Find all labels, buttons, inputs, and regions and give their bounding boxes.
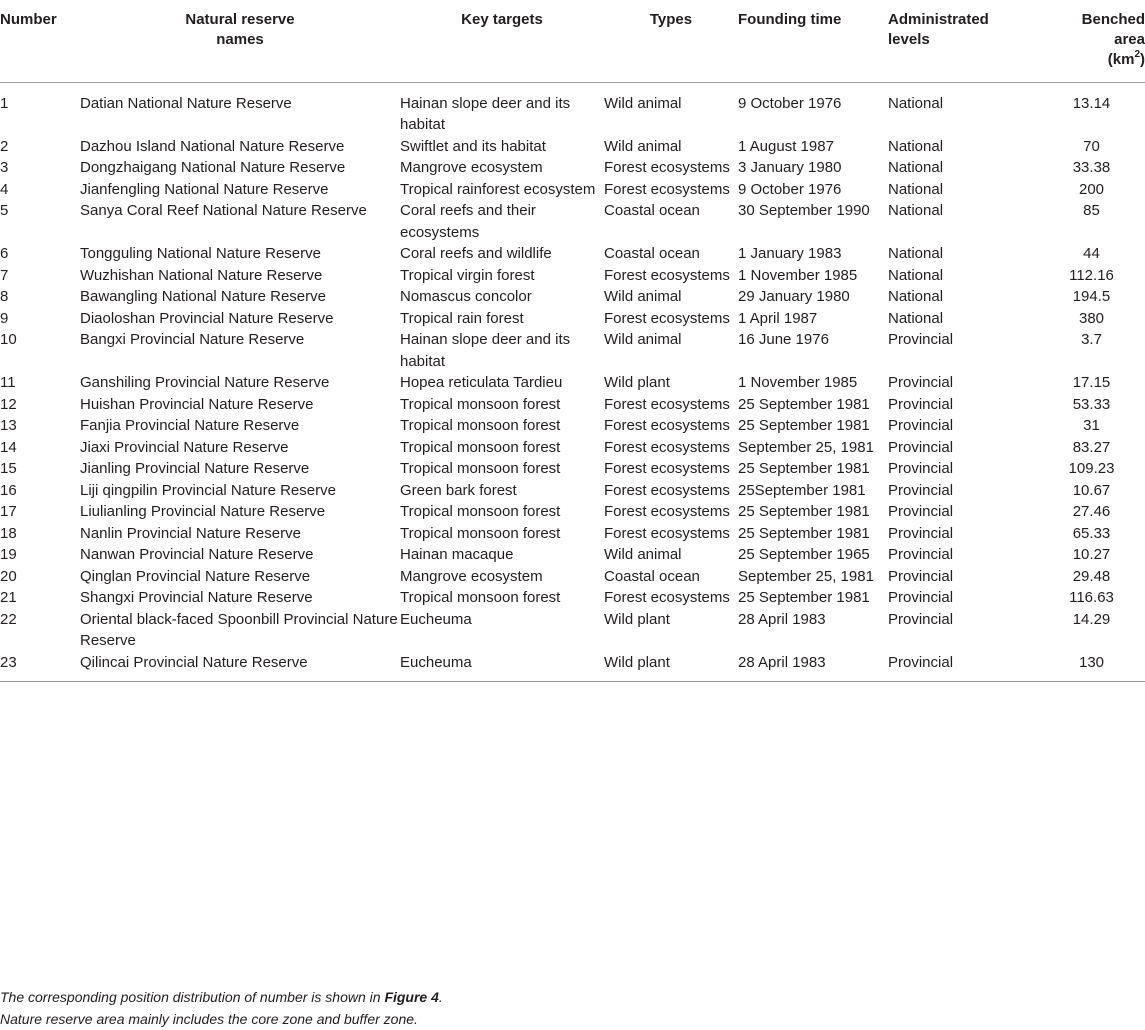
cell-type: Wild plant — [604, 610, 670, 628]
cell-number: 4 — [0, 180, 9, 198]
cell-area: 14.29 — [1072, 610, 1111, 628]
table-row — [0, 437, 1145, 459]
header-key-targets — [400, 8, 604, 82]
cell-type: Forest ecosystems — [604, 503, 730, 520]
header-admin-levels — [888, 8, 1038, 82]
table-row — [0, 308, 1145, 330]
cell-founding-time: 25 September 1981 — [738, 395, 870, 413]
cell-founding-time: 1 November 1985 — [738, 374, 858, 391]
cell-area: 380 — [1078, 309, 1105, 327]
cell-area: 53.33 — [1072, 395, 1111, 413]
cell-admin-level: Provincial — [888, 395, 954, 413]
cell-key-target: Hainan macaque — [400, 546, 514, 563]
table-row — [0, 286, 1145, 308]
cell-reserve-name: Qinglan Provincial Nature Reserve — [80, 567, 311, 585]
cell-number: 21 — [0, 589, 17, 606]
cell-founding-time: 1 January 1983 — [738, 245, 842, 262]
cell-admin-level: National — [888, 266, 944, 284]
cell-number: 12 — [0, 395, 17, 413]
cell-type: Wild animal — [604, 546, 682, 563]
cell-type: Coastal ocean — [604, 567, 700, 585]
cell-key-target: Swiftlet and its habitat — [400, 137, 546, 155]
header-area-unit: (km — [1107, 51, 1135, 68]
table-row — [0, 415, 1145, 437]
header-key-targets-text: Key targets — [461, 11, 543, 28]
table-row — [0, 265, 1145, 287]
cell-founding-time: 25 September 1965 — [738, 546, 870, 563]
cell-reserve-name: Sanya Coral Reef National Nature Reserve — [80, 202, 367, 219]
cell-admin-level: Provincial — [888, 417, 954, 434]
cell-admin-level: National — [888, 137, 944, 155]
cell-admin-level: Provincial — [888, 481, 954, 499]
cell-admin-level: Provincial — [888, 460, 954, 477]
table-row — [0, 609, 1145, 652]
cell-key-target: Tropical virgin forest — [400, 266, 535, 284]
cell-area: 13.14 — [1072, 94, 1111, 112]
footnote-2 — [0, 1008, 1145, 1030]
table-row — [0, 82, 1145, 136]
cell-number: 18 — [0, 524, 17, 542]
cell-number: 10 — [0, 331, 17, 348]
cell-reserve-name: Jiaxi Provincial Nature Reserve — [80, 438, 289, 456]
cell-admin-level: National — [888, 245, 944, 262]
table-footnotes — [0, 986, 1145, 1030]
cell-area: 3.7 — [1081, 331, 1102, 348]
table-row — [0, 157, 1145, 179]
cell-number: 17 — [0, 503, 17, 520]
table-row — [0, 501, 1145, 523]
table-row — [0, 179, 1145, 201]
cell-founding-time: 1 April 1987 — [738, 309, 818, 327]
table-row — [0, 587, 1145, 609]
cell-number: 2 — [0, 137, 9, 155]
cell-key-target: Mangrove ecosystem — [400, 567, 543, 585]
cell-type: Forest ecosystems — [604, 481, 730, 499]
cell-type: Wild plant — [604, 652, 738, 682]
cell-area: 31 — [1083, 417, 1100, 434]
cell-type: Forest ecosystems — [604, 589, 730, 606]
cell-area: 112.16 — [1069, 266, 1114, 284]
cell-number: 3 — [0, 159, 9, 176]
cell-reserve-name: Dazhou Island National Nature Reserve — [80, 137, 345, 155]
cell-number: 19 — [0, 546, 17, 563]
cell-area: 116.63 — [1069, 589, 1114, 606]
cell-area: 10.27 — [1072, 546, 1111, 563]
cell-type: Forest ecosystems — [604, 180, 730, 198]
header-area-unit-sup: 2 — [1134, 49, 1140, 60]
cell-type: Wild animal — [604, 331, 682, 348]
cell-reserve-name: Oriental black-faced Spoonbill Provincial Nature Reserve — [80, 610, 398, 649]
cell-number: 8 — [0, 288, 9, 305]
cell-reserve-name: Shangxi Provincial Nature Reserve — [80, 589, 313, 606]
cell-area: 83.27 — [1072, 438, 1111, 456]
header-number-text: Number — [0, 11, 57, 28]
cell-area: 17.15 — [1072, 374, 1111, 391]
cell-number: 1 — [0, 94, 9, 112]
cell-area: 29.48 — [1072, 567, 1111, 585]
table-row — [0, 523, 1145, 545]
cell-key-target: Tropical monsoon forest — [400, 503, 561, 520]
cell-key-target: Green bark forest — [400, 481, 517, 499]
cell-key-target: Tropical rainforest ecosystem — [400, 180, 596, 198]
cell-reserve-name: Jianfengling National Nature Reserve — [80, 180, 329, 198]
table-row — [0, 480, 1145, 502]
header-admin-line1: Administrated — [888, 11, 989, 28]
cell-reserve-name: Dongzhaigang National Nature Reserve — [80, 159, 346, 176]
cell-admin-level: National — [888, 288, 944, 305]
cell-key-target: Eucheuma — [400, 652, 604, 682]
header-name-line2: names — [216, 31, 264, 48]
cell-admin-level: Provincial — [888, 524, 954, 542]
header-area-line2: area — [1114, 31, 1145, 48]
cell-type: Forest ecosystems — [604, 460, 730, 477]
cell-founding-time: 1 August 1987 — [738, 137, 834, 155]
cell-type: Forest ecosystems — [604, 524, 730, 542]
cell-admin-level: Provincial — [888, 546, 954, 563]
cell-admin-level: Provincial — [888, 374, 954, 391]
cell-key-target: Tropical monsoon forest — [400, 524, 561, 542]
header-area-line1: Benched — [1081, 11, 1145, 28]
cell-reserve-name: Liji qingpilin Provincial Nature Reserve — [80, 481, 336, 499]
cell-key-target: Coral reefs and wildlife — [400, 245, 552, 262]
cell-founding-time: 28 April 1983 — [738, 610, 826, 628]
cell-reserve-name: Bawangling National Nature Reserve — [80, 288, 326, 305]
cell-admin-level: Provincial — [888, 567, 954, 585]
cell-key-target: Tropical monsoon forest — [400, 589, 561, 606]
cell-number: 9 — [0, 309, 9, 327]
header-row — [0, 8, 1145, 82]
cell-founding-time: 3 January 1980 — [738, 159, 842, 176]
cell-founding-time: 16 June 1976 — [738, 331, 829, 348]
header-area-unit-close: ) — [1140, 51, 1145, 68]
cell-type: Forest ecosystems — [604, 159, 730, 176]
cell-founding-time: 25 September 1981 — [738, 503, 870, 520]
footnote-1-text: The corresponding position distribution of number is shown in — [0, 989, 385, 1005]
cell-admin-level: National — [888, 202, 944, 219]
table-row — [0, 544, 1145, 566]
table-row — [0, 136, 1145, 158]
cell-key-target: Hainan slope deer and its habitat — [400, 94, 571, 133]
table-body — [0, 82, 1145, 682]
cell-number: 14 — [0, 438, 17, 456]
header-name-line1: Natural reserve — [185, 11, 295, 28]
cell-reserve-name: Qilincai Provincial Nature Reserve — [80, 652, 400, 682]
cell-admin-level: National — [888, 309, 944, 327]
table-header — [0, 8, 1145, 82]
cell-number: 13 — [0, 417, 17, 434]
cell-reserve-name: Datian National Nature Reserve — [80, 94, 292, 112]
header-types-text: Types — [649, 11, 693, 28]
cell-type: Wild animal — [604, 94, 682, 112]
cell-key-target: Tropical monsoon forest — [400, 395, 561, 413]
cell-area: 194.5 — [1072, 288, 1111, 305]
cell-founding-time: 25 September 1981 — [738, 460, 870, 477]
cell-area: 85 — [1083, 202, 1100, 219]
cell-key-target: Tropical rain forest — [400, 309, 524, 327]
cell-area: 130 — [1038, 652, 1145, 682]
header-number — [0, 8, 80, 82]
header-area — [1038, 8, 1145, 82]
cell-founding-time: 29 January 1980 — [738, 288, 850, 305]
cell-area: 33.38 — [1072, 159, 1111, 176]
cell-founding-time: 25 September 1981 — [738, 417, 870, 434]
cell-type: Coastal ocean — [604, 202, 700, 219]
cell-founding-time: 30 September 1990 — [738, 202, 870, 219]
table-row — [0, 200, 1145, 243]
table-row — [0, 243, 1145, 265]
cell-key-target: Mangrove ecosystem — [400, 159, 543, 176]
cell-reserve-name: Nanlin Provincial Nature Reserve — [80, 524, 301, 542]
cell-reserve-name: Nanwan Provincial Nature Reserve — [80, 546, 314, 563]
cell-type: Forest ecosystems — [604, 266, 730, 284]
cell-type: Wild animal — [604, 288, 682, 305]
cell-type: Coastal ocean — [604, 245, 700, 262]
cell-area: 44 — [1083, 245, 1100, 262]
cell-number: 6 — [0, 245, 9, 262]
cell-founding-time: 25September 1981 — [738, 481, 866, 499]
cell-number: 22 — [0, 610, 17, 628]
cell-number: 20 — [0, 567, 17, 585]
table-row — [0, 458, 1145, 480]
cell-founding-time: 28 April 1983 — [738, 652, 888, 682]
cell-founding-time: 9 October 1976 — [738, 94, 842, 112]
cell-key-target: Tropical monsoon forest — [400, 460, 561, 477]
cell-founding-time: 25 September 1981 — [738, 589, 870, 606]
cell-area: 65.33 — [1072, 524, 1111, 542]
cell-admin-level: National — [888, 159, 944, 176]
cell-reserve-name: Liulianling Provincial Nature Reserve — [80, 503, 326, 520]
cell-admin-level: Provincial — [888, 589, 954, 606]
cell-admin-level: Provincial — [888, 503, 954, 520]
cell-type: Forest ecosystems — [604, 309, 730, 327]
cell-key-target: Tropical monsoon forest — [400, 417, 561, 434]
cell-area: 70 — [1083, 137, 1100, 155]
cell-area: 109.23 — [1068, 460, 1115, 477]
cell-key-target: Nomascus concolor — [400, 288, 532, 305]
cell-number: 15 — [0, 460, 17, 477]
cell-number: 11 — [0, 374, 16, 391]
cell-admin-level: National — [888, 94, 944, 112]
cell-area: 27.46 — [1072, 503, 1111, 520]
cell-admin-level: Provincial — [888, 610, 954, 628]
footnote-1 — [0, 986, 1145, 1008]
cell-number: 5 — [0, 202, 9, 219]
footnote-2-text: Nature reserve area mainly includes the core zone and buffer zone. — [0, 1011, 418, 1027]
footnote-1-period: . — [438, 989, 443, 1005]
header-types — [604, 8, 738, 82]
cell-reserve-name: Bangxi Provincial Nature Reserve — [80, 331, 305, 348]
cell-founding-time: September 25, 1981 — [738, 438, 874, 456]
cell-type: Wild plant — [604, 374, 670, 391]
cell-key-target: Coral reefs and their ecosystems — [400, 202, 536, 241]
cell-founding-time: 1 November 1985 — [738, 266, 858, 284]
table-row — [0, 329, 1145, 372]
cell-founding-time: 25 September 1981 — [738, 524, 870, 542]
table-row — [0, 394, 1145, 416]
figure-4-reference: Figure 4 — [384, 989, 439, 1005]
cell-admin-level: Provincial — [888, 438, 954, 456]
cell-reserve-name: Jianling Provincial Nature Reserve — [80, 460, 310, 477]
table-row — [0, 372, 1145, 394]
header-name — [80, 8, 400, 82]
cell-reserve-name: Diaoloshan Provincial Nature Reserve — [80, 309, 334, 327]
cell-number: 23 — [0, 652, 80, 682]
cell-founding-time: September 25, 1981 — [738, 567, 874, 585]
cell-admin-level: Provincial — [888, 652, 1038, 682]
header-admin-line2: levels — [888, 31, 930, 48]
nature-reserve-table — [0, 8, 1145, 682]
cell-type: Forest ecosystems — [604, 417, 730, 434]
cell-admin-level: National — [888, 180, 944, 198]
cell-type: Wild animal — [604, 137, 682, 155]
header-founding-time — [738, 8, 888, 82]
cell-founding-time: 9 October 1976 — [738, 180, 842, 198]
cell-key-target: Hainan slope deer and its habitat — [400, 331, 571, 370]
cell-type: Forest ecosystems — [604, 438, 730, 456]
header-founding-time-text: Founding time — [738, 11, 842, 28]
cell-key-target: Eucheuma — [400, 610, 472, 628]
cell-number: 7 — [0, 266, 9, 284]
cell-reserve-name: Wuzhishan National Nature Reserve — [80, 266, 323, 284]
cell-admin-level: Provincial — [888, 331, 954, 348]
table-row — [0, 652, 1145, 682]
cell-reserve-name: Tongguling National Nature Reserve — [80, 245, 321, 262]
cell-key-target: Tropical monsoon forest — [400, 438, 561, 456]
cell-key-target: Hopea reticulata Tardieu — [400, 374, 563, 391]
cell-reserve-name: Ganshiling Provincial Nature Reserve — [80, 374, 330, 391]
cell-number: 16 — [0, 481, 17, 499]
cell-area: 200 — [1078, 180, 1105, 198]
cell-reserve-name: Huishan Provincial Nature Reserve — [80, 395, 314, 413]
cell-reserve-name: Fanjia Provincial Nature Reserve — [80, 417, 300, 434]
cell-type: Forest ecosystems — [604, 395, 730, 413]
cell-area: 10.67 — [1072, 481, 1111, 499]
table-row — [0, 566, 1145, 588]
